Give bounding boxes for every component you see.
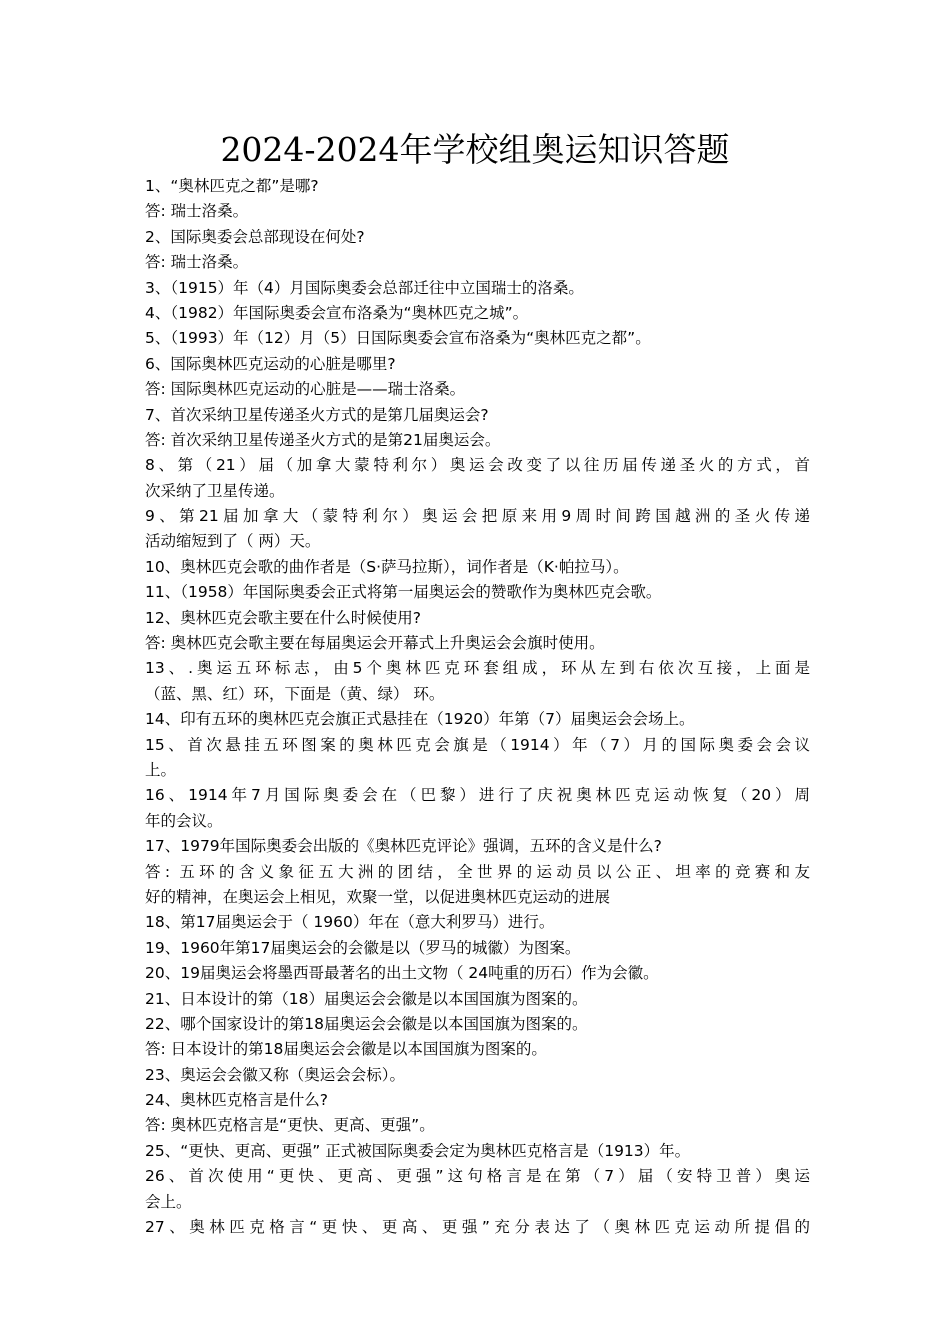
text-line: 20、19届奥运会将墨西哥最著名的出土文物（ 24吨重的历石）作为会徽。 — [145, 964, 659, 983]
text-line: 21、日本设计的第（18）届奥运会会徽是以本国国旗为图案的。 — [145, 989, 588, 1008]
text-line: 3、（1915）年（4）月国际奥委会总部迁往中立国瑞士的洛桑。 — [145, 278, 584, 297]
text-line: 年的会议。 — [145, 811, 223, 830]
text-line: 5、（1993）年（12）月（5）日国际奥委会宣布洛桑为“奥林匹克之都”。 — [145, 329, 651, 348]
text-line: 8、第（21）届（加拿大蒙特利尔）奥运会改变了以往历届传递圣火的方式，首 — [145, 456, 810, 475]
text-line: 会上。 — [145, 1192, 192, 1211]
text-line: 7、首次采纳卫星传递圣火方式的是第几届奥运会? — [145, 405, 489, 424]
text-line: 23、奥运会会徽又称（奥运会会标）。 — [145, 1065, 405, 1084]
document-body — [145, 174, 810, 1240]
text-line: 答: 日本设计的第18届奥运会会徽是以本国国旗为图案的。 — [145, 1040, 547, 1059]
text-line: 18、第17届奥运会于（ 1960）年在（意大利罗马）进行。 — [145, 913, 555, 932]
text-line: 好的精神，在奥运会上相见，欢聚一堂，以促进奥林匹克运动的进展 — [145, 887, 611, 906]
text-line: （蓝、黑、红）环，下面是（黄、绿） 环。 — [145, 684, 445, 703]
text-line: 答: 国际奥林匹克运动的心脏是——瑞士洛桑。 — [145, 380, 466, 399]
text-line: 24、奥林匹克格言是什么? — [145, 1091, 328, 1110]
text-line: 答: 奥林匹克格言是“更快、更高、更强”。 — [145, 1116, 435, 1135]
text-line: 答: 五环的含义象征五大洲的团结，全世界的运动员以公正、坦率的竞赛和友 — [145, 862, 810, 881]
text-line: 14、印有五环的奥林匹克会旗正式悬挂在（1920）年第（7）届奥运会会场上。 — [145, 710, 695, 729]
text-line: 17、1979年国际奥委会出版的《奥林匹克评论》强调，五环的含义是什么? — [145, 837, 662, 856]
text-line: 10、奥林匹克会歌的曲作者是（S·萨马拉斯），词作者是（K·帕拉马）。 — [145, 557, 629, 576]
text-line: 27、奥林匹克格言“更快、更高、更强”充分表达了（奥林匹克运动所提倡的 — [145, 1218, 810, 1237]
text-line: 答: 瑞士洛桑。 — [145, 253, 249, 272]
text-line: 次采纳了卫星传递。 — [145, 481, 285, 500]
text-line: 9、第21届加拿大（蒙特利尔）奥运会把原来用9周时间跨国越洲的圣火传递 — [145, 507, 810, 526]
text-line: 2、国际奥委会总部现设在何处? — [145, 227, 365, 246]
text-line: 11、（1958）年国际奥委会正式将第一届奥运会的赞歌作为奥林匹克会歌。 — [145, 583, 662, 602]
text-line: 1、“奥林匹克之都”是哪? — [145, 177, 319, 195]
text-line: 15、首次悬挂五环图案的奥林匹克会旗是（1914）年（7）月的国际奥委会会议 — [145, 735, 810, 754]
text-line: 4、（1982）年国际奥委会宣布洛桑为“奥林匹克之城”。 — [145, 303, 529, 322]
text-line: 26、首次使用“更快、更高、更强”这句格言是在第（7）届（安特卫普）奥运 — [145, 1167, 810, 1186]
text-line: 答: 瑞士洛桑。 — [145, 202, 249, 221]
text-line: 12、奥林匹克会歌主要在什么时候使用? — [145, 608, 421, 627]
text-line: 19、1960年第17届奥运会的会徽是以（罗马的城徽）为图案。 — [145, 938, 581, 957]
text-line: 答: 首次采纳卫星传递圣火方式的是第21届奥运会。 — [145, 430, 501, 449]
text-line: 6、国际奥林匹克运动的心脏是哪里? — [145, 354, 396, 373]
text-line: 答: 奥林匹克会歌主要在每届奥运会开幕式上升奥运会会旗时使用。 — [145, 634, 605, 653]
text-line: 22、哪个国家设计的第18届奥运会会徽是以本国国旗为图案的。 — [145, 1014, 588, 1033]
document-title: 2024-2024年学校组奥运知识答题 — [220, 130, 730, 169]
text-line: 16、1914年7月国际奥委会在（巴黎）进行了庆祝奥林匹克运动恢复（20）周 — [145, 786, 810, 805]
text-line: 上。 — [145, 760, 177, 779]
text-line: 活动缩短到了（ 两）天。 — [145, 532, 321, 551]
text-line: 13、.奥运五环标志，由5个奥林匹克环套组成，环从左到右依次互接，上面是 — [145, 659, 810, 678]
text-line: 25、“更快、更高、更强” 正式被国际奥委会定为奥林匹克格言是（1913）年。 — [145, 1141, 691, 1160]
